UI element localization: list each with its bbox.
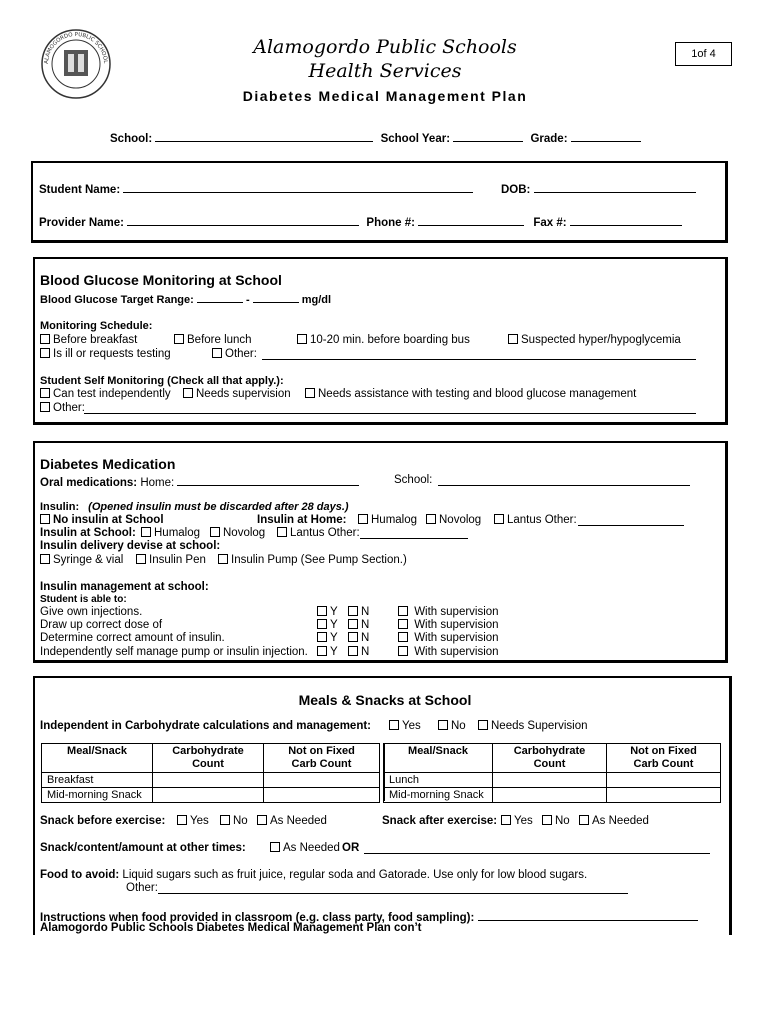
- opt-label: Needs assistance with testing and blood glucose management: [318, 388, 637, 400]
- checkbox-icon[interactable]: [426, 514, 436, 524]
- opt-label: As Needed: [270, 815, 327, 827]
- self-monitoring-label: Student Self Monitoring (Check all that apply.):: [40, 375, 284, 387]
- opt-label: Insulin Pen: [149, 554, 206, 566]
- school-year-field[interactable]: [453, 130, 523, 142]
- col-carb-line1: Carbohydrate: [172, 745, 244, 757]
- food-avoid-text: Liquid sugars such as fruit juice, regular soda and Gatorade. Use only for low blood sugars.: [122, 869, 588, 881]
- opt-label: N: [361, 619, 370, 631]
- home-novolog[interactable]: [426, 514, 481, 526]
- col-carb-line2: Count: [533, 758, 566, 770]
- opt-label: Is ill or requests testing: [53, 348, 171, 360]
- student-name-label: Student Name:: [39, 184, 121, 196]
- col-carb-line2: Count: [192, 758, 224, 770]
- opt-label: Before breakfast: [53, 334, 138, 346]
- ability-label: Draw up correct dose of: [40, 619, 163, 631]
- ability-label: Independently self manage pump or insulin injection.: [40, 646, 308, 658]
- carb-cell[interactable]: [493, 773, 607, 788]
- col-meal: Meal/Snack: [42, 744, 153, 773]
- col-not-fixed: [607, 744, 721, 773]
- carb-yes[interactable]: [389, 720, 421, 732]
- phone-label: Phone #:: [366, 217, 415, 229]
- checkbox-icon[interactable]: [257, 815, 267, 825]
- opt-label: N: [361, 646, 370, 658]
- opt-other[interactable]: [212, 348, 257, 360]
- home-lantus-field[interactable]: [578, 514, 684, 526]
- not-fixed-cell[interactable]: [264, 788, 380, 803]
- ability-no[interactable]: [348, 632, 369, 644]
- school-field[interactable]: [155, 130, 373, 142]
- target-range-label: Blood Glucose Target Range:: [40, 294, 194, 306]
- food-avoid-label: Food to avoid:: [40, 869, 120, 881]
- school-year-label: School Year:: [380, 133, 451, 145]
- col-not-fixed-line2: Carb Count: [291, 758, 352, 770]
- home-humalog[interactable]: [358, 514, 417, 526]
- self-other[interactable]: [40, 402, 85, 414]
- ability-no[interactable]: [348, 646, 369, 658]
- other-times-field[interactable]: [364, 842, 710, 854]
- table-header-row: [42, 744, 380, 773]
- or-label: OR: [342, 842, 360, 854]
- insulin-label: Insulin:: [40, 501, 80, 513]
- opt-label: Y: [330, 632, 338, 644]
- ability-supervision[interactable]: [398, 632, 499, 644]
- opt-label: As Needed: [283, 842, 340, 854]
- opt-label: N: [361, 606, 370, 618]
- ability-no[interactable]: [348, 606, 369, 618]
- checkbox-icon[interactable]: [40, 388, 50, 398]
- not-fixed-cell[interactable]: [607, 773, 721, 788]
- opt-label: With supervision: [414, 606, 499, 618]
- checkbox-icon[interactable]: [141, 527, 151, 537]
- checkbox-icon[interactable]: [270, 842, 280, 852]
- col-carb: [153, 744, 264, 773]
- col-carb-line1: Carbohydrate: [513, 745, 586, 757]
- self-other-field[interactable]: [84, 402, 696, 414]
- checkbox-icon[interactable]: [40, 554, 50, 564]
- before-yes[interactable]: [177, 815, 209, 827]
- dept-title: Health Services: [308, 60, 462, 82]
- checkbox-icon[interactable]: [218, 554, 228, 564]
- home-lantus[interactable]: [494, 514, 577, 526]
- opt-label: Needs supervision: [196, 388, 291, 400]
- ability-supervision[interactable]: [398, 606, 499, 618]
- food-avoid-other-field[interactable]: [158, 882, 628, 894]
- after-as-needed[interactable]: [579, 815, 649, 827]
- seal-text: ALAMOGORDO PUBLIC SCHOOL: [43, 31, 109, 65]
- after-yes[interactable]: [501, 815, 533, 827]
- opt-label: Before lunch: [187, 334, 252, 346]
- table-row: [42, 773, 380, 788]
- col-not-fixed-line1: Not on Fixed: [630, 745, 697, 757]
- checkbox-icon[interactable]: [277, 527, 287, 537]
- org-title: Alamogordo Public Schools: [253, 36, 517, 58]
- checkbox-icon[interactable]: [317, 646, 327, 656]
- opt-label: Lantus Other:: [290, 527, 360, 539]
- before-no[interactable]: [220, 815, 248, 827]
- carb-supervision[interactable]: [478, 720, 588, 732]
- phone-field[interactable]: [418, 214, 524, 226]
- not-fixed-cell[interactable]: [607, 788, 721, 803]
- col-not-fixed-line1: Not on Fixed: [288, 745, 355, 757]
- insulin-school-label: Insulin at School:: [40, 527, 136, 539]
- table-row: [384, 773, 721, 788]
- self-assist[interactable]: [305, 388, 636, 400]
- school-lantus-field[interactable]: [360, 527, 468, 539]
- oral-home-field[interactable]: [177, 474, 359, 486]
- checkbox-icon[interactable]: [358, 514, 368, 524]
- other-times-as-needed[interactable]: [270, 842, 340, 854]
- checkbox-icon[interactable]: [40, 402, 50, 412]
- checkbox-icon[interactable]: [508, 334, 518, 344]
- opt-label: Insulin Pump (See Pump Section.): [231, 554, 407, 566]
- doc-title: Diabetes Medical Management Plan: [242, 88, 528, 104]
- student-info-box: [31, 161, 728, 243]
- opt-label: Y: [330, 646, 338, 658]
- ability-yes[interactable]: [317, 632, 338, 644]
- checkbox-icon[interactable]: [438, 720, 448, 730]
- school-humalog[interactable]: [141, 527, 200, 539]
- checkbox-icon[interactable]: [40, 348, 50, 358]
- col-carb: [493, 744, 607, 773]
- monitoring-schedule-label: Monitoring Schedule:: [40, 320, 153, 332]
- checkbox-icon[interactable]: [317, 619, 327, 629]
- opt-label: Humalog: [371, 514, 418, 526]
- student-name-field[interactable]: [123, 181, 473, 193]
- checkbox-icon[interactable]: [317, 606, 327, 616]
- insulin-note: (Opened insulin must be discarded after 28 days.): [88, 501, 349, 513]
- student-able-label: Student is able to:: [40, 594, 127, 605]
- food-avoid-row: [40, 869, 720, 881]
- opt-label: With supervision: [414, 632, 499, 644]
- col-meal: Meal/Snack: [384, 744, 493, 773]
- opt-label: Novolog: [439, 514, 482, 526]
- opt-pump[interactable]: [218, 554, 407, 566]
- checkbox-icon[interactable]: [398, 606, 408, 616]
- meal-cell: Lunch: [384, 773, 493, 788]
- target-range-row: [40, 291, 331, 306]
- opt-before-breakfast[interactable]: [40, 334, 137, 346]
- dob-label: DOB:: [501, 184, 531, 196]
- target-dash: -: [245, 294, 250, 306]
- grade-label: Grade:: [530, 133, 568, 145]
- checkbox-icon[interactable]: [210, 527, 220, 537]
- insulin-home-label: Insulin at Home:: [257, 514, 347, 526]
- checkbox-icon[interactable]: [40, 514, 50, 524]
- meal-cell: Breakfast: [42, 773, 153, 788]
- ability-yes[interactable]: [317, 646, 338, 658]
- meal-cell: Mid-morning Snack: [384, 788, 493, 803]
- glucose-title: Blood Glucose Monitoring at School: [40, 272, 282, 288]
- opt-label: Yes: [514, 815, 533, 827]
- opt-label: No: [233, 815, 248, 827]
- food-avoid-other-label: Other:: [126, 882, 158, 894]
- oral-med-row: [40, 474, 720, 489]
- ability-yes[interactable]: [317, 606, 338, 618]
- checkbox-icon[interactable]: [478, 720, 488, 730]
- insulin-mgmt-label: Insulin management at school:: [40, 581, 209, 593]
- table-header-row: [384, 744, 721, 773]
- opt-label: Other:: [225, 348, 257, 360]
- target-unit: mg/dl: [301, 294, 332, 306]
- medication-title: Diabetes Medication: [40, 456, 176, 472]
- self-independent[interactable]: [40, 388, 171, 400]
- snack-before-label: Snack before exercise:: [40, 815, 166, 827]
- dob-field[interactable]: [534, 181, 696, 193]
- opt-boarding-bus[interactable]: [297, 334, 470, 346]
- opt-label: Other:: [53, 402, 85, 414]
- provider-name-field[interactable]: [127, 214, 359, 226]
- classroom-label: Instructions when food provided in classroom (e.g. class party, food sampling):: [40, 912, 475, 924]
- school-row: [110, 130, 641, 145]
- checkbox-icon[interactable]: [212, 348, 222, 358]
- meals-title: Meals & Snacks at School: [298, 692, 472, 708]
- ability-label: Determine correct amount of insulin.: [40, 632, 225, 644]
- no-insulin-option[interactable]: [40, 514, 164, 526]
- opt-label: Syringe & vial: [53, 554, 124, 566]
- opt-label: Yes: [190, 815, 209, 827]
- carb-cell[interactable]: [493, 788, 607, 803]
- table-row: [384, 788, 721, 803]
- checkbox-icon[interactable]: [348, 619, 358, 629]
- school-lantus[interactable]: [277, 527, 360, 539]
- meals-section: [33, 676, 732, 935]
- school-label: School:: [110, 133, 153, 145]
- checkbox-icon[interactable]: [542, 815, 552, 825]
- checkbox-icon[interactable]: [348, 632, 358, 642]
- opt-label: With supervision: [414, 646, 499, 658]
- fax-field[interactable]: [570, 214, 682, 226]
- checkbox-icon[interactable]: [501, 815, 511, 825]
- home-label: Home:: [140, 477, 175, 489]
- meal-table-right: [383, 743, 721, 803]
- grade-field[interactable]: [571, 130, 641, 142]
- checkbox-icon[interactable]: [40, 334, 50, 344]
- snack-after-label: Snack after exercise:: [382, 815, 498, 827]
- ability-supervision[interactable]: [398, 646, 499, 658]
- target-high-field[interactable]: [253, 291, 299, 303]
- checkbox-icon[interactable]: [174, 334, 184, 344]
- opt-label: Suspected hyper/hypoglycemia: [521, 334, 681, 346]
- opt-label: Yes: [402, 720, 421, 732]
- provider-name-label: Provider Name:: [39, 217, 125, 229]
- schedule-other-field[interactable]: [262, 348, 696, 360]
- checkbox-icon[interactable]: [136, 554, 146, 564]
- insulin-note-row: [40, 501, 349, 513]
- other-times-label: Snack/content/amount at other times:: [40, 842, 246, 854]
- oral-school-label: School:: [394, 474, 433, 486]
- checkbox-icon[interactable]: [579, 815, 589, 825]
- opt-label: Y: [330, 606, 338, 618]
- col-not-fixed-line2: Carb Count: [633, 758, 694, 770]
- checkbox-icon[interactable]: [317, 632, 327, 642]
- opt-label: With supervision: [414, 619, 499, 631]
- self-supervision[interactable]: [183, 388, 291, 400]
- opt-before-lunch[interactable]: [174, 334, 252, 346]
- checkbox-icon[interactable]: [348, 606, 358, 616]
- org-title-block: [0, 36, 770, 82]
- meal-cell: Mid-morning Snack: [42, 788, 153, 803]
- opt-label: No insulin at School: [53, 514, 164, 526]
- checkbox-icon[interactable]: [305, 388, 315, 398]
- fax-label: Fax #:: [533, 217, 567, 229]
- ability-no[interactable]: [348, 619, 369, 631]
- not-fixed-cell[interactable]: [264, 773, 380, 788]
- school-novolog[interactable]: [210, 527, 265, 539]
- carb-independent-label: Independent in Carbohydrate calculations and management:: [40, 720, 372, 732]
- checkbox-icon[interactable]: [177, 815, 187, 825]
- opt-label: Novolog: [223, 527, 266, 539]
- opt-label: Humalog: [154, 527, 201, 539]
- meal-table-left: [41, 743, 380, 803]
- delivery-label: Insulin delivery devise at school:: [40, 540, 221, 552]
- target-low-field[interactable]: [197, 291, 243, 303]
- oral-school-field[interactable]: [438, 474, 690, 486]
- opt-label: Y: [330, 619, 338, 631]
- checkbox-icon[interactable]: [389, 720, 399, 730]
- opt-label: 10-20 min. before boarding bus: [310, 334, 470, 346]
- table-row: [42, 788, 380, 803]
- opt-pen[interactable]: [136, 554, 206, 566]
- opt-syringe[interactable]: [40, 554, 123, 566]
- ability-label: Give own injections.: [40, 606, 143, 618]
- before-as-needed[interactable]: [257, 815, 327, 827]
- checkbox-icon[interactable]: [398, 632, 408, 642]
- checkbox-icon[interactable]: [398, 619, 408, 629]
- opt-suspected[interactable]: [508, 334, 681, 346]
- opt-label: N: [361, 632, 370, 644]
- checkbox-icon[interactable]: [297, 334, 307, 344]
- opt-ill[interactable]: [40, 348, 171, 360]
- opt-label: Needs Supervision: [491, 720, 588, 732]
- carb-cell[interactable]: [153, 788, 264, 803]
- opt-label: Can test independently: [53, 388, 171, 400]
- opt-label: No: [555, 815, 570, 827]
- checkbox-icon[interactable]: [494, 514, 504, 524]
- carb-no[interactable]: [438, 720, 466, 732]
- ability-supervision[interactable]: [398, 619, 499, 631]
- opt-label: As Needed: [592, 815, 649, 827]
- checkbox-icon[interactable]: [183, 388, 193, 398]
- ability-yes[interactable]: [317, 619, 338, 631]
- oral-label: Oral medications:: [40, 477, 138, 489]
- checkbox-icon[interactable]: [398, 646, 408, 656]
- carb-cell[interactable]: [153, 773, 264, 788]
- after-no[interactable]: [542, 815, 570, 827]
- col-not-fixed: [264, 744, 380, 773]
- page-indicator: 1of 4: [675, 42, 732, 66]
- opt-label: Lantus Other:: [507, 514, 577, 526]
- checkbox-icon[interactable]: [220, 815, 230, 825]
- opt-label: No: [451, 720, 466, 732]
- checkbox-icon[interactable]: [348, 646, 358, 656]
- classroom-field[interactable]: [478, 909, 698, 921]
- page-footer: Alamogordo Public Schools Diabetes Medical Management Plan con’t: [40, 922, 422, 934]
